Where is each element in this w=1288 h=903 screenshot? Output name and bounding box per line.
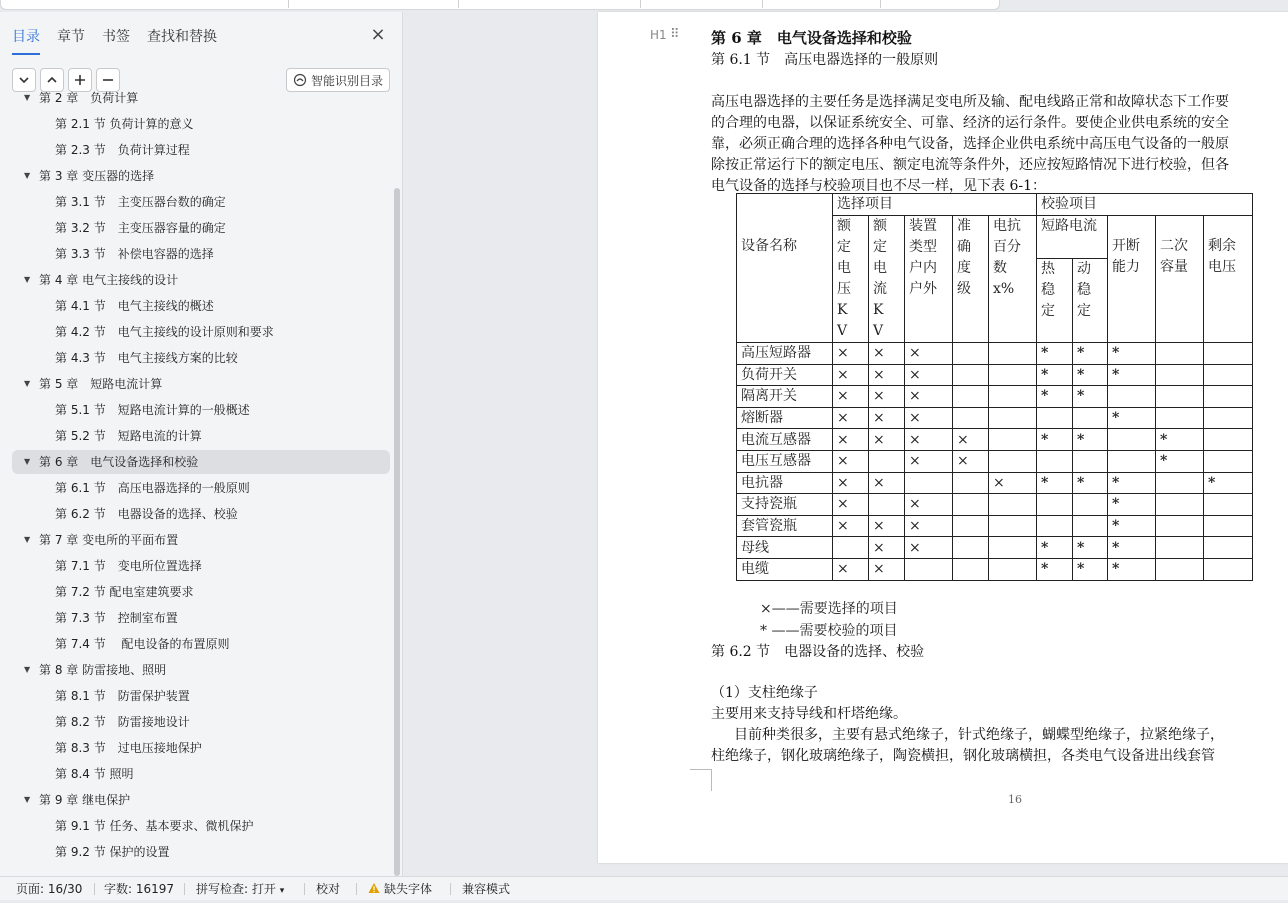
- toc-chapter-item[interactable]: [12, 372, 390, 396]
- compat-mode[interactable]: 兼容模式: [462, 882, 511, 896]
- table-row: [737, 429, 1253, 451]
- toc-chapter-item[interactable]: [12, 788, 390, 812]
- toc-section-item[interactable]: [12, 814, 390, 838]
- empty-cell: [1108, 386, 1156, 408]
- empty-cell: [1156, 494, 1204, 516]
- header-dynamic: 动稳定: [1077, 261, 1091, 319]
- empty-cell: [953, 472, 989, 494]
- expand-triangle-icon[interactable]: ▼: [24, 457, 31, 466]
- section-heading: 第 6.2 节 电器设备的选择、校验: [711, 644, 925, 660]
- device-name-cell: 隔离开关: [737, 386, 833, 408]
- toc-item-label: 第 4 章 电气主接线的设计: [39, 273, 179, 287]
- device-name-cell: 负荷开关: [737, 364, 833, 386]
- select-mark-cell: ×: [869, 558, 905, 580]
- check-mark-cell: *: [1073, 537, 1108, 559]
- paragraph-line: 除按正常运行下的额定电压、额定电流等条件外，还应按短路情况下进行校验，但各: [711, 157, 1229, 173]
- paragraph-line: 高压电器选择的主要任务是选择满足变电所及输、配电线路正常和故障状态下工作要: [711, 94, 1229, 110]
- toc-section-item[interactable]: [12, 216, 390, 240]
- select-mark-cell: ×: [905, 343, 953, 365]
- toc-item-label: 第 3 章 变压器的选择: [39, 169, 155, 183]
- select-mark-cell: ×: [989, 472, 1037, 494]
- table-row: [737, 450, 1253, 472]
- select-mark-cell: ×: [905, 429, 953, 451]
- empty-cell: [989, 558, 1037, 580]
- toc-section-item[interactable]: [12, 762, 390, 786]
- select-mark-cell: ×: [905, 450, 953, 472]
- empty-cell: [1204, 537, 1253, 559]
- spell-check-label: 拼写检查: 打开: [196, 882, 276, 896]
- smart-recognize-icon: [293, 73, 307, 87]
- select-mark-cell: ×: [869, 343, 905, 365]
- toc-section-item[interactable]: [12, 294, 390, 318]
- empty-cell: [1108, 450, 1156, 472]
- select-mark-cell: ×: [869, 472, 905, 494]
- empty-cell: [1204, 494, 1253, 516]
- toc-item-label: 第 2.3 节 负荷计算过程: [55, 143, 190, 157]
- ribbon-separator: [288, 0, 289, 8]
- page-number: 16: [1008, 793, 1022, 806]
- empty-cell: [989, 515, 1037, 537]
- expand-triangle-icon[interactable]: ▼: [24, 275, 31, 284]
- select-mark-cell: ×: [905, 386, 953, 408]
- check-mark-cell: *: [1073, 343, 1108, 365]
- toc-section-item[interactable]: [12, 424, 390, 448]
- empty-cell: [1073, 515, 1108, 537]
- select-mark-cell: ×: [833, 472, 869, 494]
- select-mark-cell: ×: [833, 494, 869, 516]
- empty-cell: [1156, 472, 1204, 494]
- check-mark-cell: *: [1108, 407, 1156, 429]
- status-divider: [450, 883, 451, 895]
- toc-section-item[interactable]: [12, 840, 390, 864]
- ribbon-bottom: [0, 0, 1000, 10]
- table-row: [737, 343, 1253, 365]
- tab-toc[interactable]: 目录: [12, 26, 40, 48]
- device-name-cell: 电压互感器: [737, 450, 833, 472]
- select-mark-cell: ×: [905, 407, 953, 429]
- empty-cell: [989, 494, 1037, 516]
- header-install-type: 装置类型户内户外: [909, 218, 937, 297]
- check-mark-cell: *: [1108, 558, 1156, 580]
- expand-triangle-icon[interactable]: ▼: [24, 535, 31, 544]
- header-reactance: 电抗百分数x%: [993, 218, 1021, 297]
- expand-triangle-icon[interactable]: ▼: [24, 795, 31, 804]
- header-secondary: 二次容量: [1160, 238, 1188, 275]
- table-row: [737, 494, 1253, 516]
- check-mark-cell: *: [1108, 494, 1156, 516]
- toc-chapter-item[interactable]: [12, 86, 390, 110]
- toc-chapter-item[interactable]: [12, 268, 390, 292]
- check-mark-cell: *: [1156, 450, 1204, 472]
- device-name-cell: 电抗器: [737, 472, 833, 494]
- select-mark-cell: ×: [869, 386, 905, 408]
- check-mark-cell: *: [1037, 364, 1073, 386]
- chevron-down-icon: [18, 74, 30, 86]
- paragraph-line: 目前种类很多，主要有悬式绝缘子，针式绝缘子，蝴蝶型绝缘子，拉紧绝缘子，: [720, 727, 1224, 743]
- empty-cell: [989, 537, 1037, 559]
- empty-cell: [989, 343, 1037, 365]
- missing-font-button[interactable]: [368, 877, 432, 901]
- chapter-heading: 第 6 章 电气设备选择和校验: [711, 29, 912, 47]
- tab-bookmarks[interactable]: 书签: [102, 29, 130, 45]
- empty-cell: [1156, 386, 1204, 408]
- plus-icon: [74, 74, 86, 86]
- empty-cell: [1204, 515, 1253, 537]
- empty-cell: [953, 494, 989, 516]
- empty-cell: [1037, 494, 1073, 516]
- select-mark-cell: ×: [833, 386, 869, 408]
- check-mark-cell: *: [1037, 558, 1073, 580]
- toc-item-label: 第 6 章 电气设备选择和校验: [39, 455, 199, 469]
- empty-cell: [1204, 429, 1253, 451]
- empty-cell: [953, 343, 989, 365]
- header-rated-current: 额定电流KV: [873, 218, 887, 339]
- toc-section-item[interactable]: [12, 502, 390, 526]
- device-name-cell: 支持瓷瓶: [737, 494, 833, 516]
- check-mark-cell: *: [1037, 472, 1073, 494]
- status-divider: [94, 883, 95, 895]
- spell-check-toggle[interactable]: [196, 877, 284, 903]
- select-mark-cell: ×: [833, 364, 869, 386]
- toc-chapter-item[interactable]: [12, 658, 390, 682]
- check-mark-cell: *: [1108, 472, 1156, 494]
- toc-section-item[interactable]: [12, 346, 390, 370]
- header-select-group: 选择项目: [833, 194, 1037, 216]
- toc-section-item[interactable]: [12, 476, 390, 500]
- toc-chapter-item[interactable]: [12, 164, 390, 188]
- toc-item-label: 第 2.1 节 负荷计算的意义: [55, 117, 194, 131]
- empty-cell: [1073, 494, 1108, 516]
- status-divider: [304, 883, 305, 895]
- toc-item-label: 第 4.1 节 电气主接线的概述: [55, 299, 214, 313]
- empty-cell: [953, 407, 989, 429]
- ribbon-separator: [458, 0, 459, 8]
- select-mark-cell: ×: [869, 407, 905, 429]
- section-heading: 第 6.1 节 高压电器选择的一般原则: [711, 52, 939, 68]
- empty-cell: [1156, 343, 1204, 365]
- check-mark-cell: *: [1073, 558, 1108, 580]
- toc-item-label: 第 6.1 节 高压电器选择的一般原则: [55, 481, 250, 495]
- expand-triangle-icon[interactable]: ▼: [24, 171, 31, 180]
- toc-item-label: 第 3.3 节 补偿电容器的选择: [55, 247, 214, 261]
- toc-item-label: 第 5.2 节 短路电流的计算: [55, 429, 202, 443]
- toc-item-label: 第 8 章 防雷接地、照明: [39, 663, 167, 677]
- select-mark-cell: ×: [833, 515, 869, 537]
- device-name-cell: 熔断器: [737, 407, 833, 429]
- empty-cell: [1204, 558, 1253, 580]
- check-mark-cell: *: [1204, 472, 1253, 494]
- empty-cell: [1204, 450, 1253, 472]
- table-row: [737, 515, 1253, 537]
- status-divider: [356, 883, 357, 895]
- toc-section-item[interactable]: [12, 710, 390, 734]
- empty-cell: [989, 364, 1037, 386]
- check-mark-cell: *: [1037, 343, 1073, 365]
- legend-check: * ——需要校验的项目: [760, 623, 898, 639]
- header-breaking: 开断能力: [1112, 238, 1140, 275]
- toc-section-item[interactable]: [12, 242, 390, 266]
- check-mark-cell: *: [1108, 364, 1156, 386]
- select-mark-cell: ×: [869, 537, 905, 559]
- toc-section-item[interactable]: [12, 554, 390, 578]
- warning-icon: [368, 882, 380, 894]
- empty-cell: [869, 494, 905, 516]
- check-mark-cell: *: [1037, 386, 1073, 408]
- header-short-circuit: 短路电流: [1041, 218, 1097, 234]
- check-mark-cell: *: [1156, 429, 1204, 451]
- status-divider: [184, 883, 185, 895]
- select-mark-cell: ×: [905, 537, 953, 559]
- toc-item-label: 第 7.2 节 配电室建筑要求: [55, 585, 194, 599]
- status-bar: [0, 876, 1288, 900]
- empty-cell: [1156, 537, 1204, 559]
- check-mark-cell: *: [1108, 343, 1156, 365]
- empty-cell: [953, 558, 989, 580]
- check-mark-cell: *: [1108, 537, 1156, 559]
- check-mark-cell: *: [1108, 515, 1156, 537]
- toc-section-item[interactable]: [12, 398, 390, 422]
- select-mark-cell: ×: [833, 407, 869, 429]
- toc-item-label: 第 9.2 节 保护的设置: [55, 845, 170, 859]
- header-rated-voltage: 额定电压KV: [837, 218, 851, 339]
- toc-section-item[interactable]: [12, 736, 390, 760]
- empty-cell: [953, 386, 989, 408]
- toc-item-label: 第 9 章 继电保护: [39, 793, 131, 807]
- toc-chapter-item[interactable]: [12, 450, 390, 474]
- expand-triangle-icon[interactable]: ▼: [24, 93, 31, 102]
- close-icon[interactable]: ×: [370, 24, 386, 45]
- tab-find-replace[interactable]: 查找和替换: [147, 29, 217, 45]
- missing-font-label: 缺失字体: [384, 882, 433, 896]
- check-mark-cell: *: [1073, 386, 1108, 408]
- top-toolbar-edge: [0, 0, 1288, 12]
- check-mark-cell: *: [1073, 429, 1108, 451]
- empty-cell: [1037, 515, 1073, 537]
- minus-icon: [102, 74, 114, 86]
- device-name-cell: 套管瓷瓶: [737, 515, 833, 537]
- toc-item-label: 第 7.1 节 变电所位置选择: [55, 559, 202, 573]
- select-mark-cell: ×: [953, 429, 989, 451]
- empty-cell: [1156, 515, 1204, 537]
- paragraph-line: 靠，必须正确合理的选择各种电气设备，选择企业供电系统中高压电气设备的一般原: [711, 136, 1229, 152]
- toc-section-item[interactable]: [12, 580, 390, 604]
- toc-item-label: 第 4.2 节 电气主接线的设计原则和要求: [55, 325, 274, 339]
- table-row: [737, 537, 1253, 559]
- select-mark-cell: ×: [833, 558, 869, 580]
- expand-triangle-icon[interactable]: ▼: [24, 379, 31, 388]
- expand-triangle-icon[interactable]: ▼: [24, 665, 31, 674]
- select-mark-cell: ×: [905, 364, 953, 386]
- header-check-group: 校验项目: [1037, 194, 1253, 216]
- empty-cell: [1204, 386, 1253, 408]
- check-mark-cell: *: [1037, 537, 1073, 559]
- toc-section-item[interactable]: [12, 138, 390, 162]
- toc-section-item[interactable]: [12, 684, 390, 708]
- toc-item-label: 第 8.1 节 防雷保护装置: [55, 689, 190, 703]
- empty-cell: [1037, 450, 1073, 472]
- toc-item-label: 第 5 章 短路电流计算: [39, 377, 163, 391]
- item-title: （1）支柱绝缘子: [711, 685, 818, 701]
- empty-cell: [905, 472, 953, 494]
- empty-cell: [1156, 558, 1204, 580]
- empty-cell: [1204, 343, 1253, 365]
- empty-cell: [1037, 407, 1073, 429]
- select-mark-cell: ×: [905, 494, 953, 516]
- word-count[interactable]: 字数: 16197: [104, 882, 175, 896]
- toc-section-item[interactable]: [12, 190, 390, 214]
- chevron-down-icon: ▾: [279, 886, 285, 896]
- select-mark-cell: ×: [953, 450, 989, 472]
- select-mark-cell: ×: [869, 364, 905, 386]
- table-row: [737, 407, 1253, 429]
- toc-list: [0, 91, 392, 876]
- toc-item-label: 第 8.4 节 照明: [55, 767, 134, 781]
- empty-cell: [989, 386, 1037, 408]
- toc-item-label: 第 8.3 节 过电压接地保护: [55, 741, 202, 755]
- empty-cell: [1073, 450, 1108, 472]
- smart-toc-label: 智能识别目录: [311, 73, 384, 88]
- toc-section-item[interactable]: [12, 606, 390, 630]
- toc-section-item[interactable]: [12, 632, 390, 656]
- empty-cell: [1073, 407, 1108, 429]
- ribbon-separator: [880, 0, 881, 8]
- check-mark-cell: *: [1037, 429, 1073, 451]
- empty-cell: [989, 429, 1037, 451]
- toc-item-label: 第 9.1 节 任务、基本要求、微机保护: [55, 819, 254, 833]
- drag-handle-icon[interactable]: ⠿: [670, 27, 678, 42]
- empty-cell: [869, 450, 905, 472]
- table-row: [737, 364, 1253, 386]
- paragraph-line: 主要用来支持导线和杆塔绝缘。: [711, 706, 907, 722]
- toc-item-label: 第 4.3 节 电气主接线方案的比较: [55, 351, 238, 365]
- proofread-button[interactable]: 校对: [316, 882, 341, 896]
- ribbon-separator: [762, 0, 763, 8]
- empty-cell: [905, 558, 953, 580]
- device-name-cell: 母线: [737, 537, 833, 559]
- toc-item-label: 第 5.1 节 短路电流计算的一般概述: [55, 403, 250, 417]
- toc-item-label: 第 7.4 节 配电设备的布置原则: [55, 637, 230, 651]
- toc-chapter-item[interactable]: [12, 528, 390, 552]
- select-mark-cell: ×: [869, 429, 905, 451]
- toc-item-label: 第 6.2 节 电器设备的选择、校验: [55, 507, 238, 521]
- empty-cell: [1204, 364, 1253, 386]
- select-mark-cell: ×: [869, 515, 905, 537]
- page-corner-mark: [690, 769, 712, 791]
- empty-cell: [833, 537, 869, 559]
- empty-cell: [1156, 407, 1204, 429]
- select-mark-cell: ×: [833, 343, 869, 365]
- paragraph-line: 的合理的电器，以保证系统安全、可靠、经济的运行条件。要使企业供电系统的安全: [711, 115, 1229, 131]
- toc-section-item[interactable]: [12, 112, 390, 136]
- empty-cell: [989, 450, 1037, 472]
- check-mark-cell: *: [1073, 472, 1108, 494]
- paragraph-line: 电气设备的选择与校验项目也不尽一样，见下表 6-1：: [711, 178, 1046, 194]
- chevron-up-icon: [46, 74, 58, 86]
- toc-item-label: 第 2 章 负荷计算: [39, 91, 139, 105]
- toc-item-label: 第 3.2 节 主变压器容量的确定: [55, 221, 226, 235]
- page-indicator[interactable]: 页面: 16/30: [16, 882, 83, 896]
- empty-cell: [1204, 407, 1253, 429]
- empty-cell: [953, 515, 989, 537]
- header-accuracy: 准确度级: [957, 218, 971, 297]
- empty-cell: [1156, 364, 1204, 386]
- header-thermal: 热稳定: [1041, 261, 1055, 319]
- toc-item-label: 第 7.3 节 控制室布置: [55, 611, 178, 625]
- equipment-table: [736, 193, 1253, 581]
- select-mark-cell: ×: [833, 429, 869, 451]
- toc-item-label: 第 7 章 变电所的平面布置: [39, 533, 179, 547]
- paragraph-line: 柱绝缘子，钢化玻璃绝缘子，陶瓷横担，钢化玻璃横担，各类电气设备进出线套管: [711, 748, 1215, 764]
- tab-chapters[interactable]: 章节: [57, 29, 85, 45]
- navigation-pane: [0, 12, 403, 876]
- header-residual: 剩余电压: [1208, 238, 1236, 275]
- empty-cell: [953, 364, 989, 386]
- table-row: [737, 472, 1253, 494]
- device-name-cell: 高压短路器: [737, 343, 833, 365]
- check-mark-cell: *: [1073, 364, 1108, 386]
- legend-select: ×——需要选择的项目: [760, 601, 898, 617]
- ribbon-separator: [640, 0, 641, 8]
- empty-cell: [989, 407, 1037, 429]
- select-mark-cell: ×: [905, 515, 953, 537]
- empty-cell: [1108, 429, 1156, 451]
- table-row: [737, 558, 1253, 580]
- toc-section-item[interactable]: [12, 320, 390, 344]
- device-name-cell: 电缆: [737, 558, 833, 580]
- toc-scrollbar[interactable]: [394, 188, 400, 876]
- toc-item-label: 第 8.2 节 防雷接地设计: [55, 715, 190, 729]
- toc-item-label: 第 3.1 节 主变压器台数的确定: [55, 195, 226, 209]
- select-mark-cell: ×: [833, 450, 869, 472]
- empty-cell: [953, 537, 989, 559]
- header-device-name: 设备名称: [737, 194, 833, 343]
- nav-tabs: [12, 26, 234, 48]
- device-name-cell: 电流互感器: [737, 429, 833, 451]
- table-row: [737, 386, 1253, 408]
- heading-level-icon[interactable]: H1: [650, 28, 667, 42]
